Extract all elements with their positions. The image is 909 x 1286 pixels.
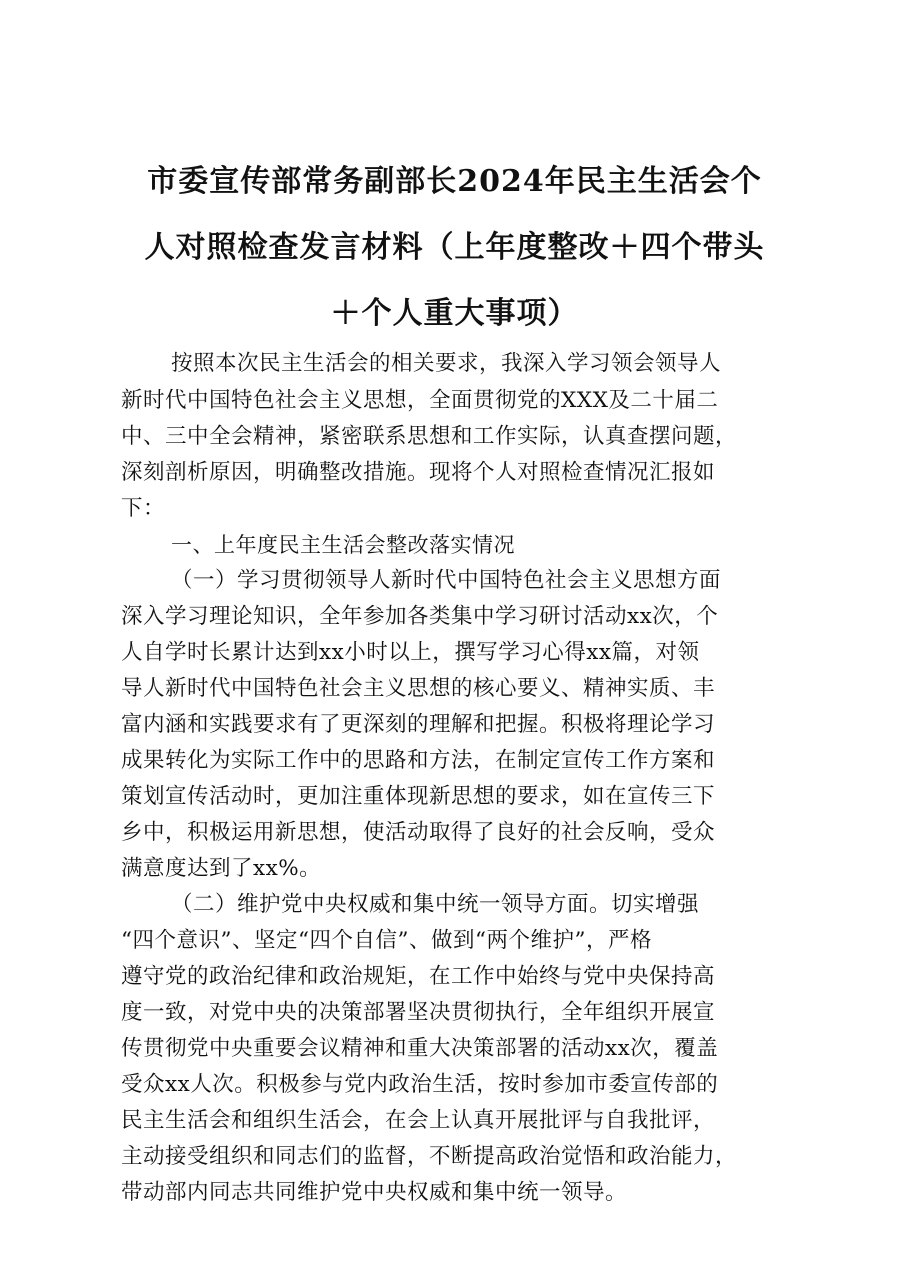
subsection-1-line-5: 成果转化为实际工作中的思路和方法，在制定宣传工作方案和 [121,748,716,773]
subsection-1-line-2: 人自学时长累计达到xx小时以上，撰写学习心得xx篇，对领 [121,640,700,665]
intro-paragraph-line-2: 新时代中国特色社会主义思想，全面贯彻党的XXX及二十届二 [121,388,719,413]
subsection-1-line-8: 满意度达到了xx%。 [121,856,322,881]
subsection-2-line-1: “四个意识”、坚定“四个自信”、做到“两个维护”，严格 [121,928,652,953]
document-title-line-1: 市委宣传部常务副部长2024年民主生活会个 [147,164,762,199]
subsection-2-line-8: 带动部内同志共同维护党中央权威和集中统一领导。 [121,1180,628,1205]
subsection-1-line-7: 乡中，积极运用新思想，使活动取得了良好的社会反响，受众 [121,820,716,845]
intro-paragraph-line-3: 中、三中全会精神，紧密联系思想和工作实际，认真查摆问题， [121,424,738,449]
subsection-1-heading: （一）学习贯彻领导人新时代中国特色社会主义思想方面 [171,568,722,593]
subsection-1-line-1: 深入学习理论知识，全年参加各类集中学习研讨活动xx次，个 [121,604,719,629]
subsection-1-line-4: 富内涵和实践要求有了更深刻的理解和把握。积极将理论学习 [121,712,716,737]
subsection-2-line-3: 度一致，对党中央的决策部署坚决贯彻执行，全年组织开展宣 [121,1000,716,1025]
section-heading-1: 一、上年度民主生活会整改落实情况 [171,533,515,557]
subsection-1-line-6: 策划宣传活动时，更加注重体现新思想的要求，如在宣传三下 [121,784,716,809]
subsection-1-line-3: 导人新时代中国特色社会主义思想的核心要义、精神实质、丰 [121,676,716,701]
intro-paragraph-line-4: 深刻剖析原因，明确整改措施。现将个人对照检查情况汇报如 [121,460,716,485]
subsection-2-line-5: 受众xx人次。积极参与党内政治生活，按时参加市委宣传部的 [121,1072,719,1097]
intro-paragraph-line-1: 按照本次民主生活会的相关要求，我深入学习领会领导人 [171,351,722,376]
document-title-line-3: ＋个人重大事项） [330,296,579,331]
document-title-line-2: 人对照检查发言材料（上年度整改＋四个带头 [144,230,765,265]
subsection-2-heading: （二）维护党中央权威和集中统一领导方面。切实增强 [171,892,700,917]
subsection-2-line-7: 主动接受组织和同志们的监督，不断提高政治觉悟和政治能力， [121,1144,738,1169]
subsection-2-line-4: 传贯彻党中央重要会议精神和重大决策部署的活动xx次，覆盖 [121,1036,719,1061]
subsection-2-line-2: 遵守党的政治纪律和政治规矩，在工作中始终与党中央保持高 [121,964,716,989]
intro-paragraph-line-5: 下： [121,496,166,521]
subsection-2-line-6: 民主生活会和组织生活会，在会上认真开展批评与自我批评， [121,1108,716,1133]
